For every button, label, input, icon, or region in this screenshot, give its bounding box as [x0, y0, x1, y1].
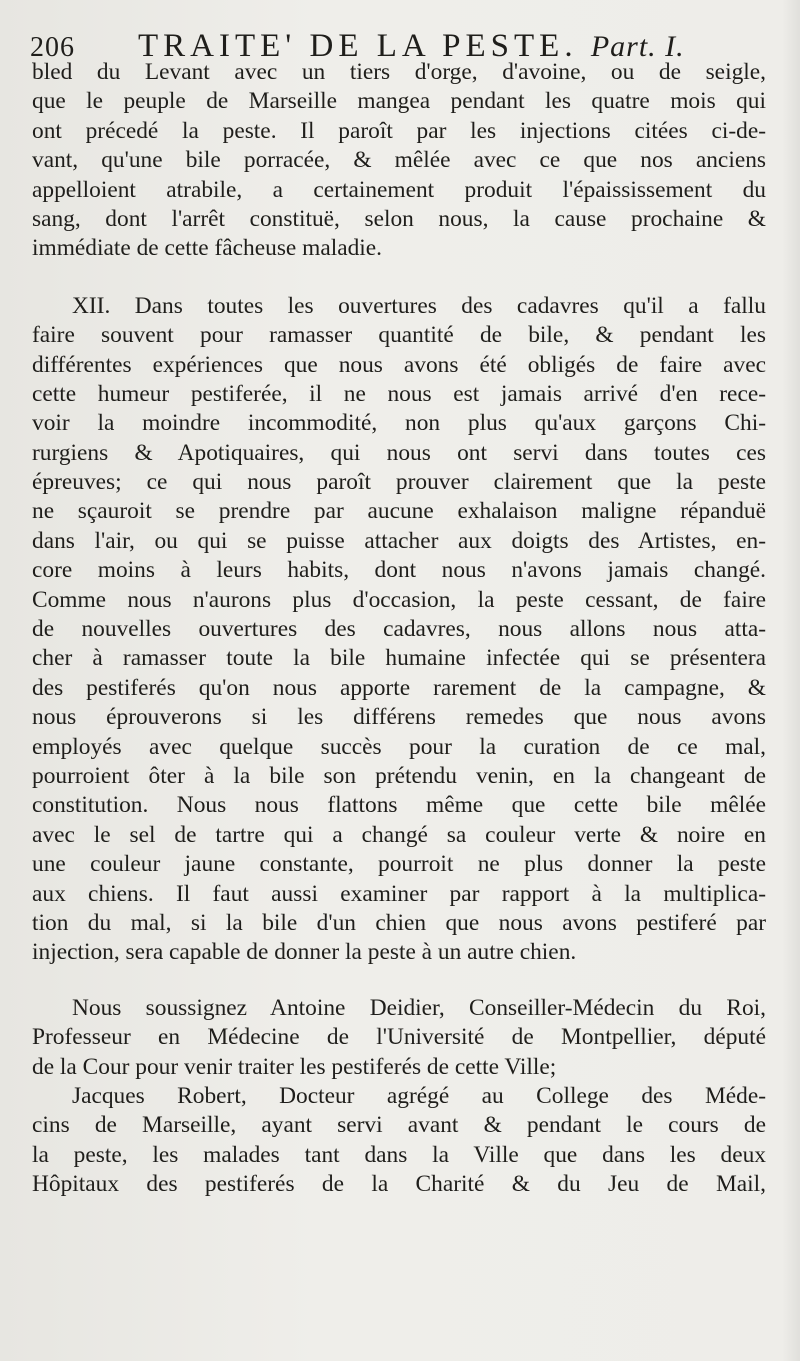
text-line: sang, dont l'arrêt constituë, selon nous, la cause prochaine &	[32, 205, 766, 232]
text-line: nous éprouverons si les différens remedes que nous avons	[32, 704, 766, 731]
text-line: core moins à leurs habits, dont nous n'avons jamais changé.	[32, 557, 766, 584]
text-line: voir la moindre incommodité, non plus qu'aux garçons Chi-	[32, 410, 766, 437]
text-line: vant, qu'une bile porracée, & mêlée avec ce que nos anciens	[32, 147, 766, 174]
text-line: faire souvent pour ramasser quantité de bile, & pendant les	[32, 322, 766, 349]
text-line: XII. Dans toutes les ouvertures des cadavres qu'il a fallu	[72, 292, 766, 319]
running-header	[30, 28, 770, 62]
body-text	[32, 58, 766, 1199]
text-line: cins de Marseille, ayant servi avant & pendant le cours de	[32, 1112, 766, 1139]
text-line: immédiate de cette fâcheuse maladie.	[32, 235, 383, 262]
text-line: cette humeur pestiferée, il ne nous est jamais arrivé d'en rece-	[32, 380, 766, 407]
text-line: Nous soussignez Antoine Deidier, Conseiller-Médecin du Roi,	[72, 994, 766, 1021]
text-line: différentes expériences que nous avons été obligés de faire avec	[32, 351, 766, 378]
paragraph-spacer	[32, 264, 766, 292]
text-line: de nouvelles ouvertures des cadavres, nous allons nous atta-	[32, 616, 766, 643]
text-line: avec le sel de tartre qui a changé sa couleur verte & noire en	[32, 821, 766, 848]
text-line: constitution. Nous nous flattons même que cette bile mêlée	[32, 792, 766, 819]
text-line: aux chiens. Il faut aussi examiner par rapport à la multiplica-	[32, 880, 766, 907]
text-line: pourroient ôter à la bile son prétendu venin, en la changeant de	[32, 762, 766, 789]
text-line: que le peuple de Marseille mangea pendant les quatre mois qui	[32, 88, 766, 115]
text-line: ont précedé la peste. Il paroît par les injections citées ci-de-	[32, 117, 766, 144]
text-line: Comme nous n'aurons plus d'occasion, la peste cessant, de faire	[32, 586, 766, 613]
text-line: Professeur en Médecine de l'Université de Montpellier, député	[32, 1024, 766, 1051]
text-line: ne sçauroit se prendre par aucune exhalaison maligne répanduë	[32, 498, 766, 525]
running-title-text: TRAITE' DE LA PESTE.	[138, 28, 578, 64]
page-number: 206	[30, 32, 75, 63]
text-line: Jacques Robert, Docteur agrégé au College des Méde-	[72, 1082, 766, 1109]
text-line: appelloient atrabile, a certainement produit l'épaississement du	[32, 176, 766, 203]
text-line: une couleur jaune constante, pourroit ne plus donner la peste	[32, 851, 766, 878]
text-line: des pestiferés qu'on nous apporte rarement de la campagne, &	[32, 674, 766, 701]
text-line: employés avec quelque succès pour la curation de ce mal,	[32, 733, 766, 760]
text-line: de la Cour pour venir traiter les pestiferés de cette Ville;	[32, 1053, 557, 1080]
paragraph-signatory-robert	[32, 1082, 766, 1200]
page-edge-shadow	[782, 0, 800, 1361]
paragraph-1	[32, 58, 766, 264]
text-line: cher à ramasser toute la bile humaine infectée qui se présentera	[32, 645, 766, 672]
paragraph-signatory-deidier	[32, 994, 766, 1082]
text-line: tion du mal, si la bile d'un chien que nous avons pestiferé par	[32, 909, 766, 936]
running-title-part: Part. I.	[590, 30, 685, 63]
text-line: la peste, les malades tant dans la Ville que dans les deux	[32, 1141, 766, 1168]
text-line: bled du Levant avec un tiers d'orge, d'avoine, ou de seigle,	[32, 59, 766, 85]
paragraph-section-xii	[32, 292, 766, 968]
text-line: dans l'air, ou qui se puisse attacher aux doigts des Artistes, en-	[32, 527, 766, 554]
text-line: injection, sera capable de donner la peste à un autre chien.	[32, 939, 577, 966]
text-line: Hôpitaux des pestiferés de la Charité & du Jeu de Mail,	[32, 1171, 766, 1198]
text-line: épreuves; ce qui nous paroît prouver clairement que la peste	[32, 469, 766, 496]
text-line: rurgiens & Apotiquaires, qui nous ont servi dans toutes ces	[32, 439, 766, 466]
paragraph-spacer	[32, 968, 766, 994]
